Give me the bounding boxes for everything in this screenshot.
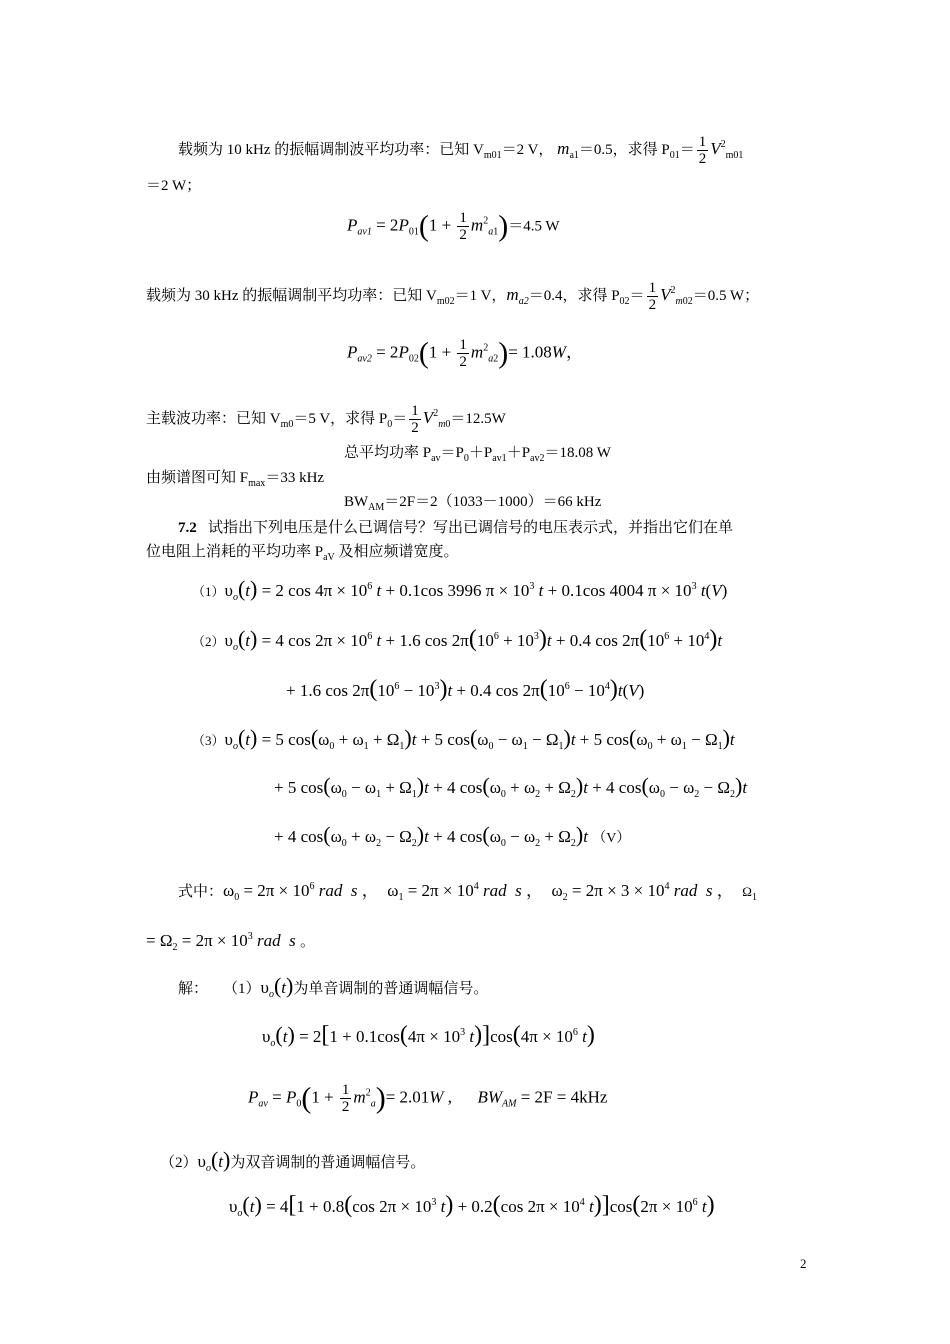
solution-2-equation: $\upsilon_o(t) = 4[1 + 0.8(\cos$ $2\pi \times 10^3$ t) + 0.2(cos $2\pi \times 10^4$ $t)]\cos(2\pi \times 10^6$ t) <box>229 1192 715 1219</box>
para3-line: 主载波功率：已知 $V_{m0}=5$ V，求得 $P_0=$ $\frac{1}{2}$ $V^2_{m0}=12.5W$ <box>146 403 506 436</box>
page-number: 2 <box>800 1256 807 1271</box>
bandwidth-line: $BW_{AM}=2F=2(1033-1000)=66$ kHz <box>344 494 602 513</box>
para2-line: 载频为 30 kHz 的振幅调制平均功率：已知 $V_{m02}=1$ V，$m_{a2}=0.4$，求得 $P_{02}=$ $\frac{1}{2}$ $V^2_{m02}=0.5$ W； <box>146 280 760 313</box>
item2-equation-line2: + 1.6 $\cos 2\pi(10^6 - 10^3)t + 0.4$ $\cos 2\pi(10^6 - 10^4)t(V)$ <box>286 676 645 702</box>
item1-equation: $(1)\upsilon_o(t) = 2$ $\cos 4\pi \times 10^6$ t + 0.1cos 3996 $\pi \times 10^3$ t + 0.1cos 4004 $\pi \times 10^3$ t(V) <box>192 576 728 603</box>
solution-2-heading: $(2)\upsilon_o(t)$为双音调制的普通调幅信号。 <box>160 1147 426 1174</box>
item3-equation-line3: + 4 $\cos(\omega_0 + \omega_2 - \Omega_2)t + 4$ $\cos(\omega_0 - \omega_2 + \Omega_2)t$ （V） <box>274 822 631 849</box>
total-power-line: 总平均功率 $P_{av}=P_0+P_{av1}+P_{av2}=18.08$ W <box>344 445 611 464</box>
question-7-2-line2: 位电阻上消耗的平均功率 $P_{aV}$ 及相应频谱宽度。 <box>146 544 459 563</box>
para1-line1: 载频为 10 kHz 的振幅调制波平均功率：已知 $V_{m01}=2$ V， $m_{a1}=0.5$，求得 $P_{01}=$ $\frac{1}{2}$ $V^2_{m01}$ <box>178 134 744 167</box>
solution-1-power: $P_{av} = P_0(1$ + $\frac{1}{2}$ $m^2_a)= 2.01W$ , $BW_{AM} = 2F = 4kHz$ <box>248 1081 608 1115</box>
fmax-line: 由频谱图可知 $F_{max}=33$ kHz <box>146 470 325 489</box>
where-line1: 式中：$\omega_0 = 2\pi \times 10^6$ rad s ， $\omega_1 = 2\pi \times 10^4$ rad s ， $\omega_2 = 2\pi \times 3 \times 10^4$ rad s ， $\Omega_1$ <box>178 881 757 903</box>
solution-1-heading: 解： $(1)\upsilon_o(t)$为单音调制的普通调幅信号。 <box>178 973 489 1000</box>
item3-equation-line1: $(3)\upsilon_o(t) = 5$ $\cos(\omega_0 + \omega_1 + \Omega_1)t + 5$ $\cos(\omega_0 - \omega_1 - \Omega_1)t + 5$ $\cos(\omega_0 + \omega_1 - \Omega_1)t$ <box>192 725 735 752</box>
solution-1-equation: $\upsilon_o(t) = 2[1 + 0.1\cos(4\pi \times 10^3$ $t)]\cos(4\pi \times 10^6$ t) <box>262 1022 595 1049</box>
equation-pav2: $P_{av2} = 2P_{02}(1$ + $\frac{1}{2}$ $m^2_{a2})= 1.08W$， <box>347 336 583 370</box>
question-7-2-line1: 7.2 试指出下列电压是什么已调信号？写出已调信号的电压表示式，并指出它们在单 <box>178 520 734 536</box>
equation-pav1: $P_{av1} = 2P_{01}(1$ + $\frac{1}{2}$ $m^2_{a1})=4.5$ W <box>347 209 560 243</box>
where-line2: = $\Omega_2 = 2\pi \times 10^3$ rad s 。 <box>146 931 316 953</box>
item2-equation-line1: $(2)\upsilon_o(t) = 4$ $\cos 2\pi \times 10^6$ t + 1.6 $\cos 2\pi(10^6 + 10^3)t + 0.4$ $\cos 2\pi(10^6 + 10^4)t$ <box>192 626 723 653</box>
item3-equation-line2: + 5 $\cos(\omega_0 - \omega_1 + \Omega_1)t + 4$ $\cos(\omega_0 + \omega_2 + \Omega_2)t + 4$ $\cos(\omega_0 - \omega_2 - \Omega_2)t$ <box>274 773 748 800</box>
para1-line2: ＝2 W； <box>146 178 202 194</box>
fraction-half: $\frac{1}{2}$ <box>698 134 707 167</box>
